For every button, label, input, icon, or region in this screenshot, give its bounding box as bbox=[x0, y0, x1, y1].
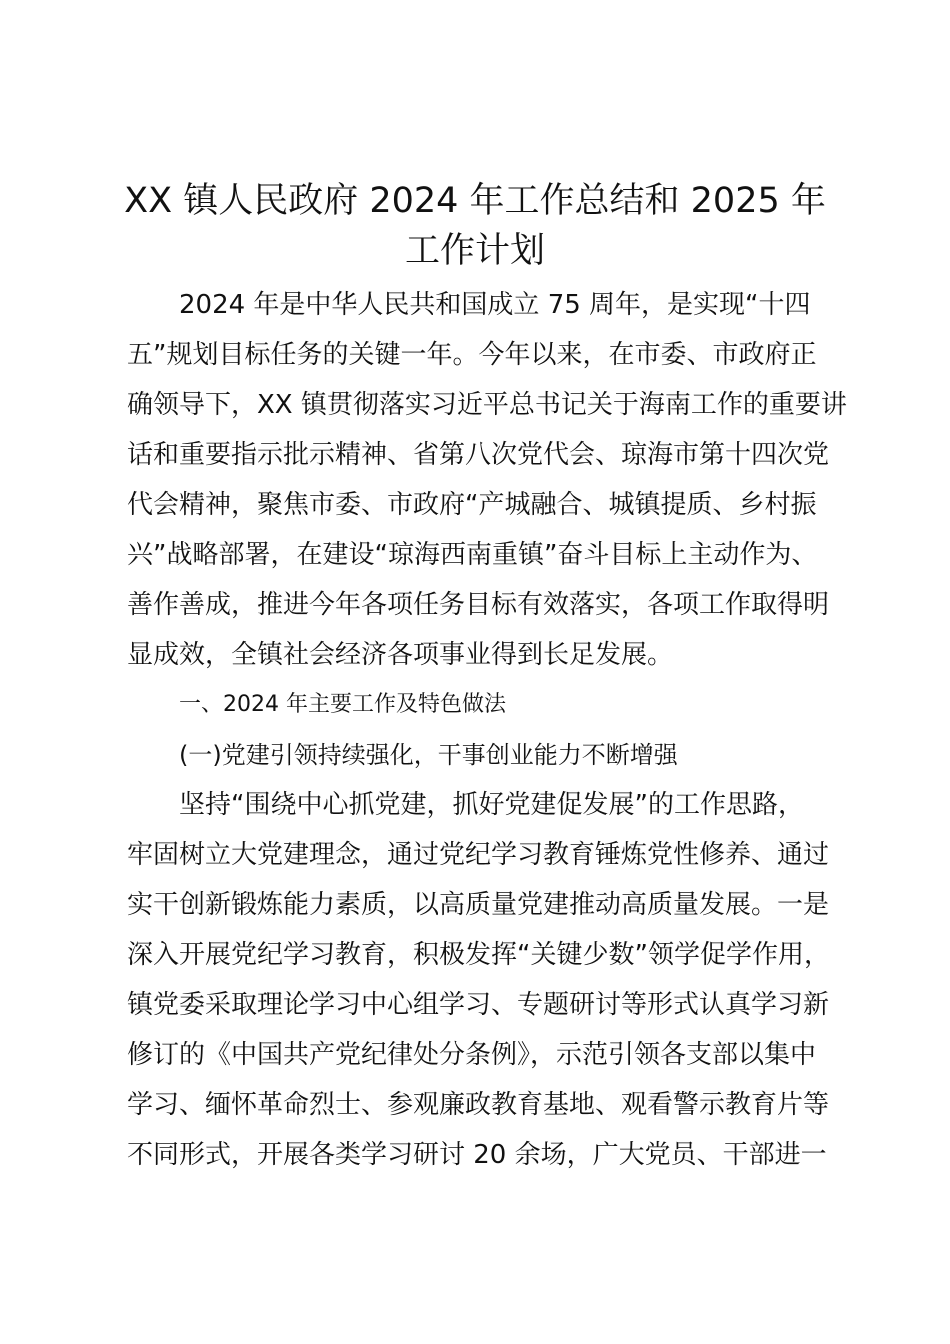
body-paragraph-line: 学习、缅怀革命烈士、参观廉政教育基地、观看警示教育片等 bbox=[127, 1090, 830, 1120]
body-paragraph-line: 牢固树立大党建理念，通过党纪学习教育锤炼党性修养、通过 bbox=[127, 840, 830, 870]
intro-paragraph-line: 显成效，全镇社会经济各项事业得到长足发展。 bbox=[127, 640, 674, 670]
document-body bbox=[127, 280, 867, 1180]
body-paragraph-line: 坚持“围绕中心抓党建，抓好党建促发展”的工作思路， bbox=[179, 790, 804, 820]
body-paragraph-line: 实干创新锻炼能力素质，以高质量党建推动高质量发展。一是 bbox=[127, 890, 830, 920]
subsection-heading: (一)党建引领持续强化，干事创业能力不断增强 bbox=[179, 741, 678, 769]
body-paragraph-line: 不同形式，开展各类学习研讨 20 余场，广大党员、干部进一 bbox=[127, 1140, 827, 1170]
body-paragraph-line: 深入开展党纪学习教育，积极发挥“关键少数”领学促学作用， bbox=[127, 940, 830, 970]
intro-paragraph-line: 2024 年是中华人民共和国成立 75 周年，是实现“十四 bbox=[179, 290, 811, 320]
title-line: XX 镇人民政府 2024 年工作总结和 2025 年 bbox=[124, 181, 826, 221]
body-paragraph-line: 镇党委采取理论学习中心组学习、专题研讨等形式认真学习新 bbox=[127, 990, 830, 1020]
section-heading: 一、2024 年主要工作及特色做法 bbox=[179, 692, 506, 717]
intro-paragraph-line: 话和重要指示批示精神、省第八次党代会、琼海市第十四次党 bbox=[127, 440, 830, 470]
intro-paragraph-line: 五”规划目标任务的关键一年。今年以来，在市委、市政府正 bbox=[127, 340, 817, 370]
intro-paragraph-line: 代会精神，聚焦市委、市政府“产城融合、城镇提质、乡村振 bbox=[127, 490, 817, 520]
intro-paragraph-line: 兴”战略部署，在建设“琼海西南重镇”奋斗目标上主动作为、 bbox=[127, 540, 818, 570]
document-title bbox=[120, 176, 830, 276]
title-line: 工作计划 bbox=[404, 231, 545, 271]
intro-paragraph-line: 善作善成，推进今年各项任务目标有效落实，各项工作取得明 bbox=[127, 590, 830, 620]
intro-paragraph-line: 确领导下，XX 镇贯彻落实习近平总书记关于海南工作的重要讲 bbox=[127, 390, 847, 420]
body-paragraph-line: 修订的《中国共产党纪律处分条例》，示范引领各支部以集中 bbox=[127, 1040, 817, 1070]
